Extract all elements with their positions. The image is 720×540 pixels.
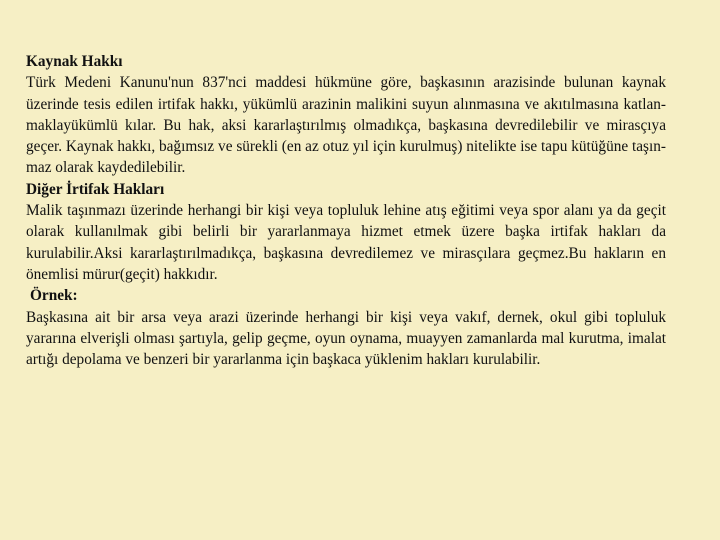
heading-kaynak-hakki: Kaynak Hakkı [26,53,123,70]
slide-text-body [26,51,666,370]
paragraph-kaynak-hakki: Türk Medeni Kanunu'nun 837'nci maddesi hükmüne göre, başkasının arazisinde bulunan kaynak üzerinde tesis edilen irtifak hakkı, yükümlü arazinin malikini suyun alınmasına ve akıtılmasına katlan-maklayükümlü kılar. Bu hak, aksi kararlaştırılmış olmadıkça, başkasına devredilebilir ve mirasçıya geçer. Kaynak hakkı, bağımsız ve sürekli (en az otuz yıl için kurulmuş) nitelikte ise tapu kütüğüne taşın-maz olarak kaydedilebilir. [26,74,666,177]
paragraph-diger-irtifak-haklari: Malik taşınmazı üzerinde herhangi bir kişi veya topluluk lehine atış eğitimi veya spor alanı ya da geçit olarak kullanılmak gibi belirli bir yararlanmaya hizmet etmek üzere başka irtifak hakları da kurulabilir.Aksi kararlaştırılmadıkça, başkasına devredilemez ve mirasçılara geçmez.Bu hakların en önemlisi mürur(geçit) hakkıdır. [26,202,666,283]
paragraph-ornek: Başkasına ait bir arsa veya arazi üzerinde herhangi bir kişi veya vakıf, dernek, okul gibi topluluk yararına elverişli olması şartıyla, gelip geçme, oyun oynama, muayyen zamanlarda mal kurutma, imalat artığı depolama ve benzeri bir yararlanma için başkaca yüklenim hakları kurulabilir. [26,308,666,369]
heading-diger-irtifak-haklari: Diğer İrtifak Hakları [26,180,165,198]
heading-ornek: Örnek: [30,287,78,305]
